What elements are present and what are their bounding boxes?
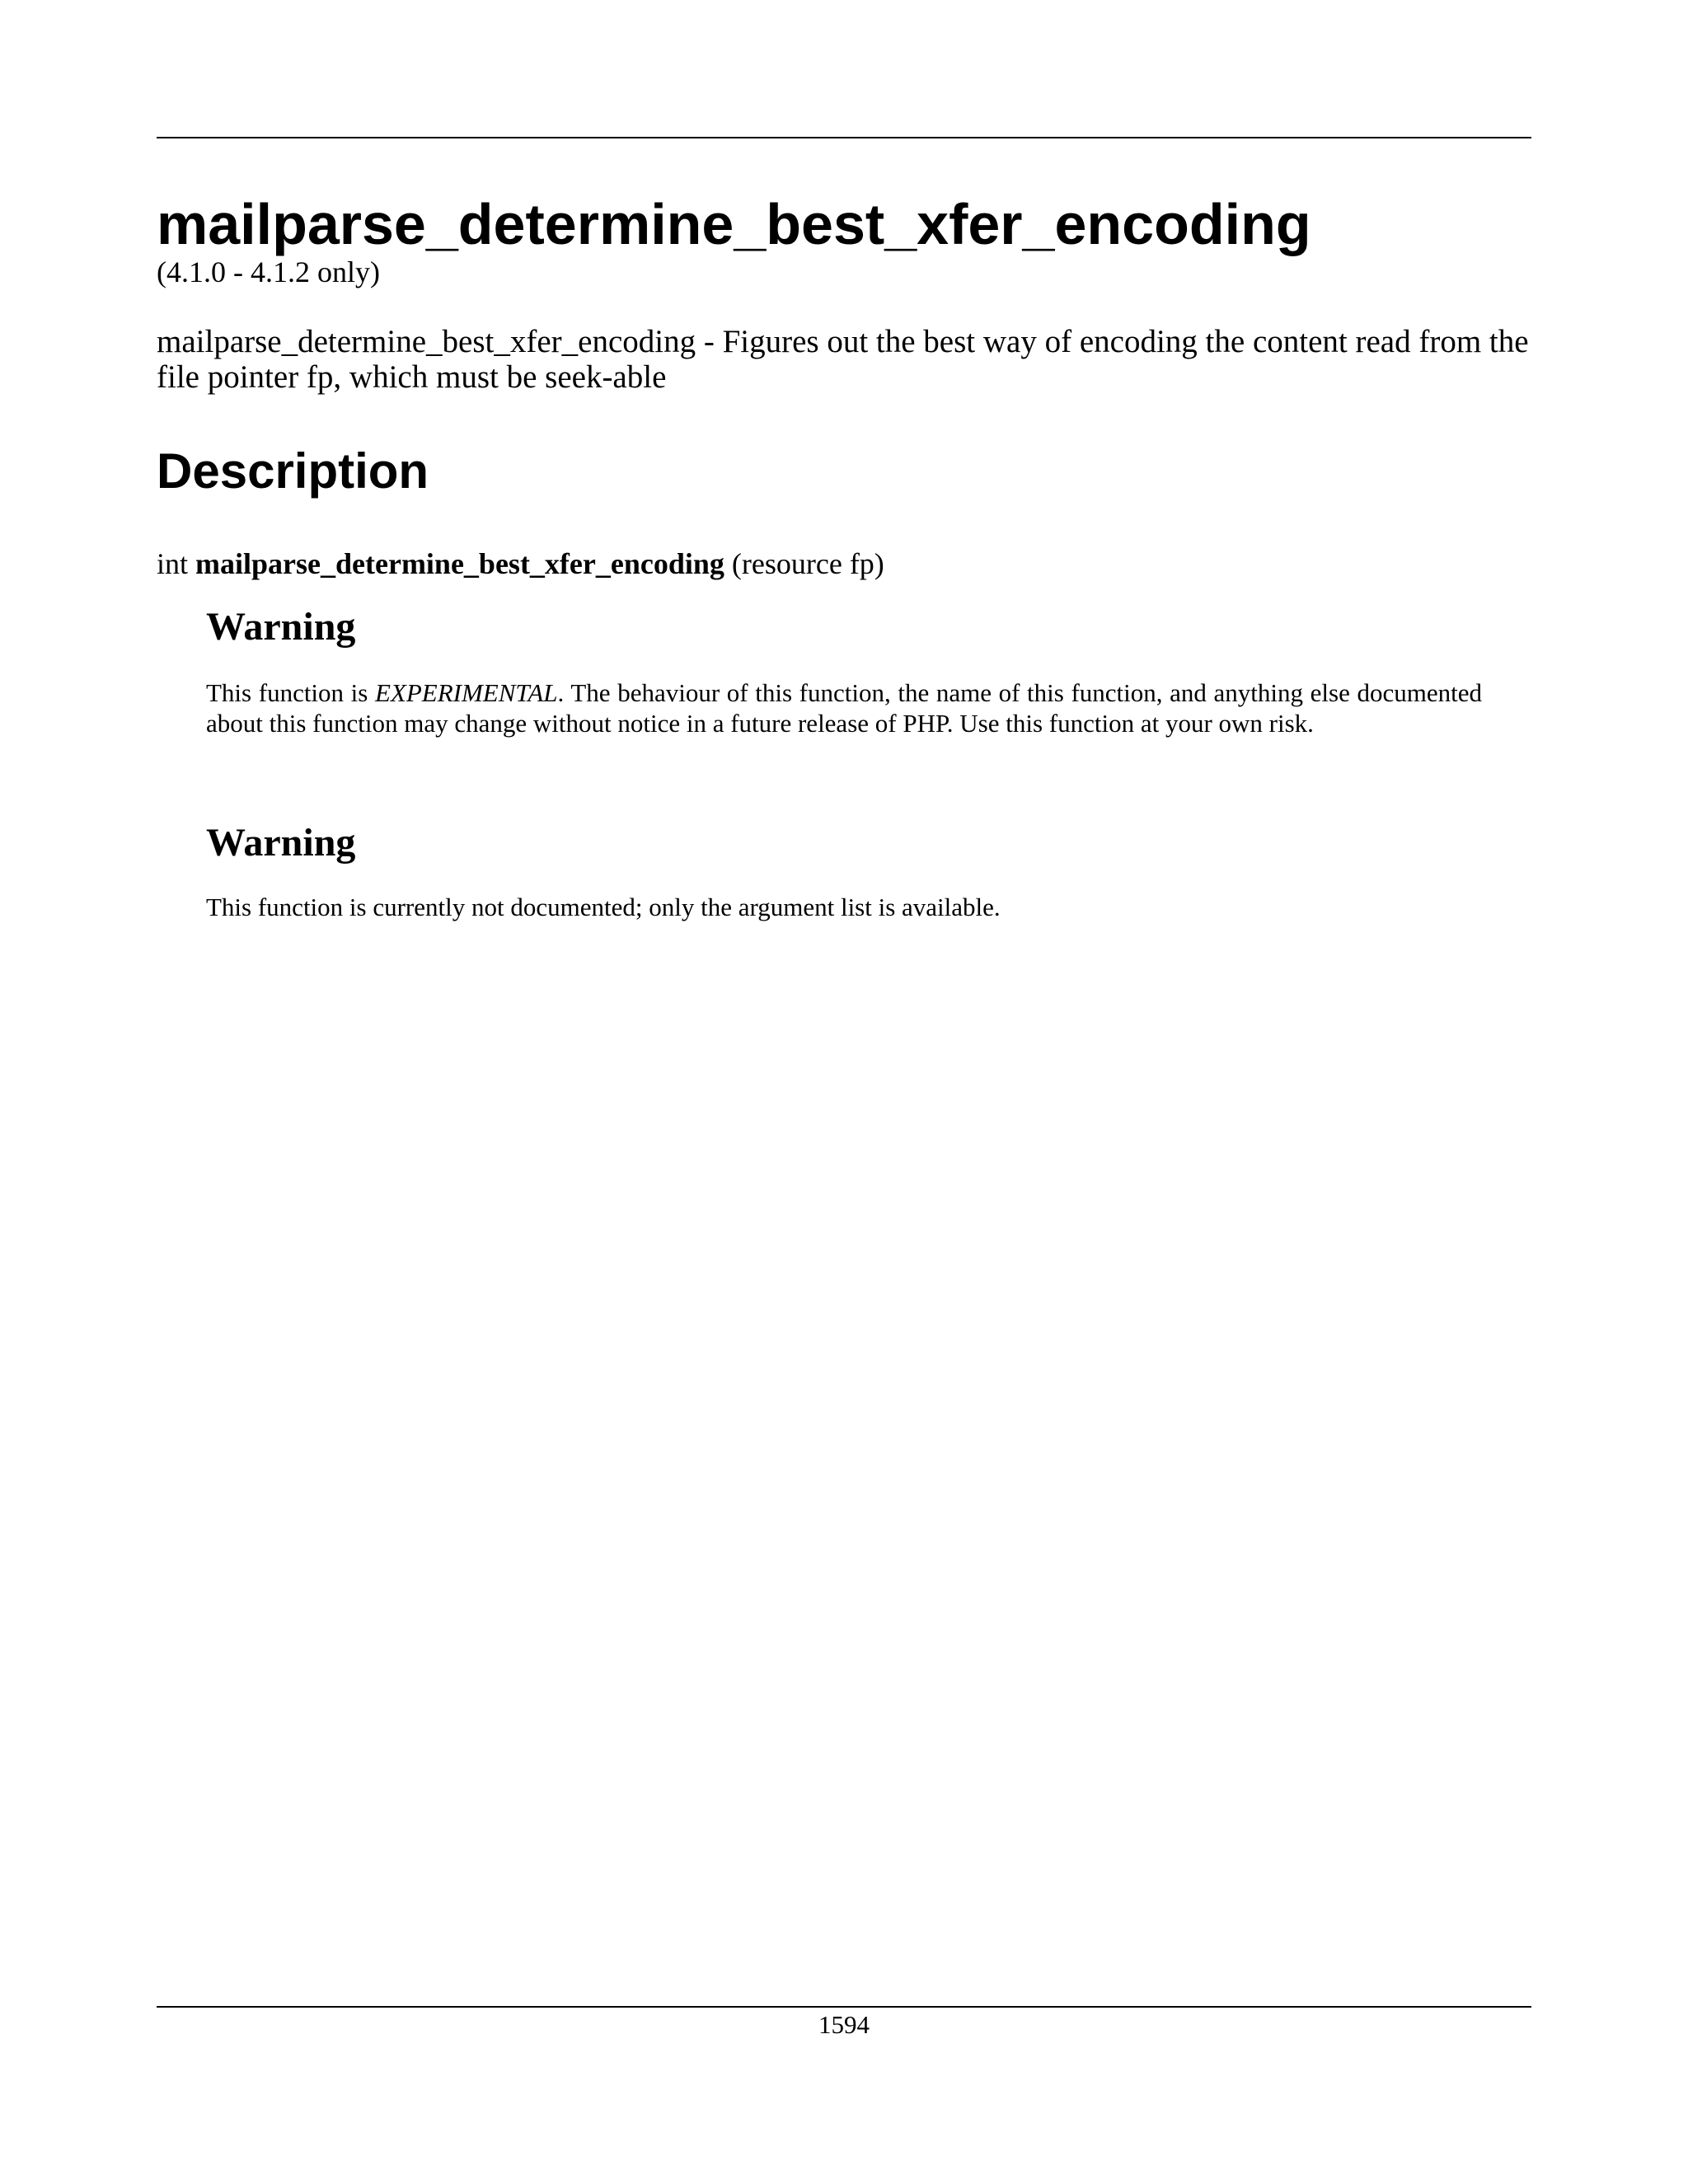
warning-heading-experimental: Warning <box>206 605 356 649</box>
experimental-emphasis: EXPERIMENTAL <box>374 678 558 707</box>
function-purpose: mailparse_determine_best_xfer_encoding - Figures out the best way of encoding the content read from the file pointer fp, which must be seek-able <box>157 324 1529 395</box>
function-title: mailparse_determine_best_xfer_encoding <box>157 192 1311 256</box>
warning-text-part: . The behaviour of this function, the name of this function, and anything else documented about this function may change without notice in a future release of PHP. Use this function at your own risk. <box>206 678 1482 738</box>
warning-text-experimental <box>206 677 1482 738</box>
warning-heading-undocumented: Warning <box>206 821 356 865</box>
page-number: 1594 <box>818 2010 870 2039</box>
header-rule <box>157 137 1531 138</box>
description-heading: Description <box>157 443 429 499</box>
warning-text-undocumented: This function is currently not documented; only the argument list is available. <box>206 893 1001 921</box>
return-type: int <box>157 547 189 580</box>
function-synopsis <box>157 547 884 580</box>
synopsis-function-name: mailparse_determine_best_xfer_encoding <box>195 547 724 580</box>
warning-text-part: This function is <box>206 678 375 707</box>
version-info: (4.1.0 - 4.1.2 only) <box>157 255 380 288</box>
synopsis-parameters: (resource fp) <box>731 547 884 580</box>
